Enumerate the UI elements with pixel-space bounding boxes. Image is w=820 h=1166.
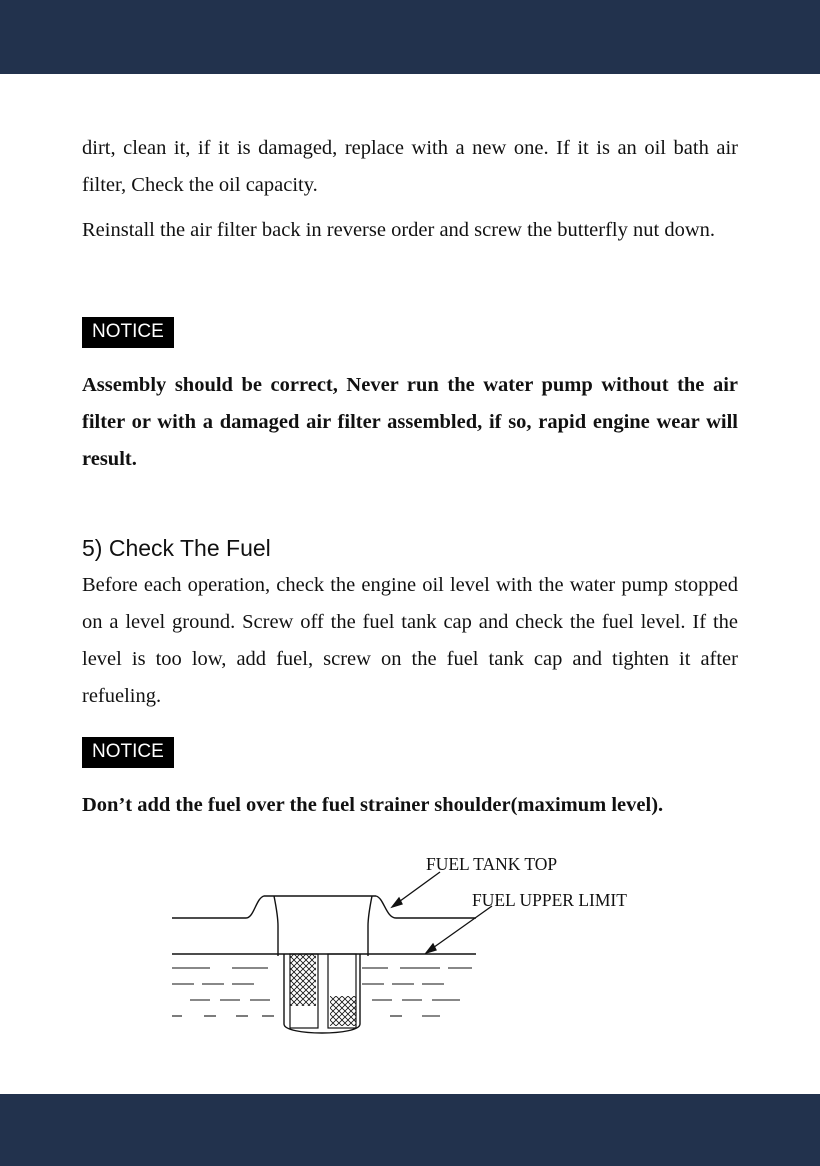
- header-band: [0, 0, 820, 74]
- fuel-dashes: [172, 968, 472, 1016]
- label-fuel-tank-top: FUEL TANK TOP: [426, 854, 558, 874]
- warning-air-filter: Assembly should be correct, Never run the water pump without the air filter or with a damaged air filter assembled, if so, rapid engine wear will result.: [82, 374, 738, 470]
- paragraph-air-filter-clean: dirt, clean it, if it is damaged, replace with a new one. If it is an oil bath air filter, Check the oil capacity.: [82, 137, 738, 196]
- leader-arrows: [392, 872, 492, 953]
- section-title: 5) Check The Fuel: [82, 535, 271, 561]
- paragraph-reinstall: Reinstall the air filter back in reverse order and screw the butterfly nut down.: [82, 219, 715, 241]
- paragraph-check-fuel: Before each operation, check the engine oil level with the water pump stopped on a level ground. Screw off the fuel tank cap and check the fuel level. If the level is too low, add fuel, screw on the fuel tank cap and tighten it after refueling.: [82, 574, 738, 707]
- warning-fuel-level: Don’t add the fuel over the fuel strainer shoulder(maximum level).: [82, 794, 664, 816]
- notice-badge: NOTICE: [82, 737, 174, 768]
- fuel-tank-diagram: [150, 846, 670, 1056]
- notice-badge: NOTICE: [82, 317, 174, 348]
- footer-band: [0, 1094, 820, 1166]
- filler-neck: [270, 896, 376, 956]
- label-fuel-upper-limit: FUEL UPPER LIMIT: [472, 890, 627, 910]
- tank-top-outline: [172, 896, 270, 918]
